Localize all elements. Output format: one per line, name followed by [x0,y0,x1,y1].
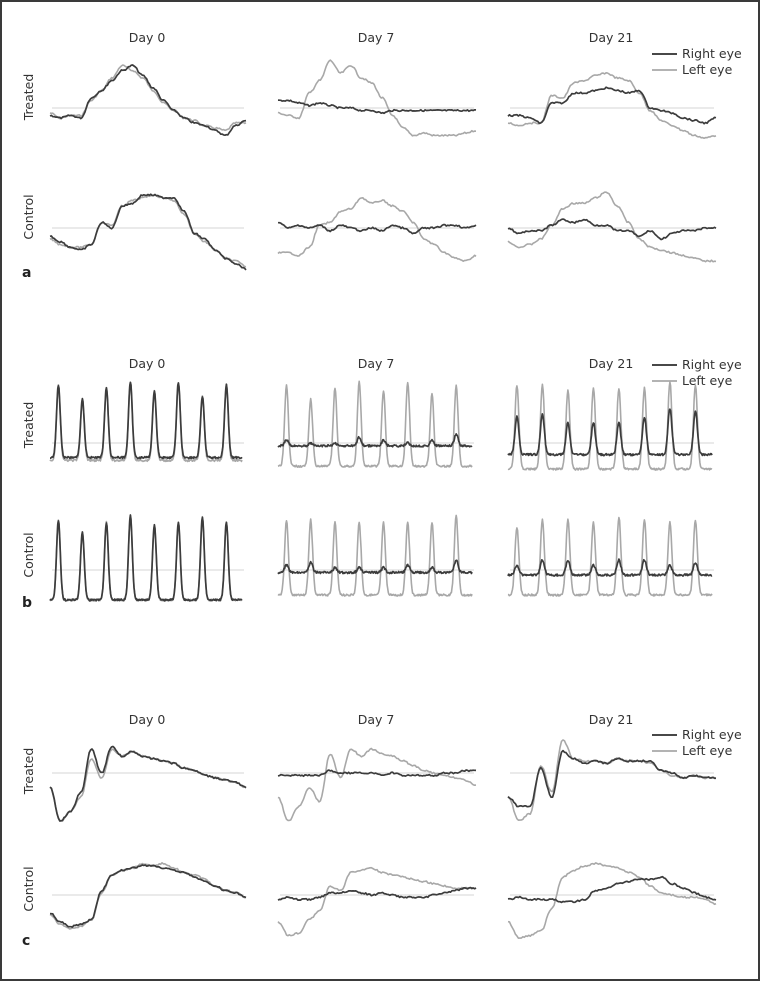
right-eye-trace-b-control-day7 [278,560,472,573]
column-title-day7: Day 7 [357,712,395,727]
left-eye-trace-c-treated-day7 [278,748,476,820]
column-title-day0: Day 0 [128,356,166,371]
row-label-treated: Treated [21,747,36,795]
row-label-control: Control [21,532,36,578]
row-label-control: Control [21,866,36,912]
row-label-control: Control [21,194,36,240]
left-eye-trace-b-treated-day21 [508,382,712,470]
legend-left-eye-label: Left eye [682,373,733,388]
right-eye-trace-b-treated-day7 [278,434,472,447]
left-eye-trace-c-control-day21 [508,863,716,938]
column-title-day21: Day 21 [588,712,634,727]
legend-left-eye-label: Left eye [682,743,733,758]
left-eye-trace-a-control-day0 [50,195,246,267]
right-eye-trace-c-control-day0 [50,865,246,927]
right-eye-trace-c-control-day21 [508,877,716,903]
right-eye-trace-b-treated-day0 [50,382,242,458]
right-eye-trace-c-treated-day0 [50,747,246,822]
legend-c [652,727,742,758]
column-title-day0: Day 0 [128,712,166,727]
right-eye-trace-a-treated-day0 [50,65,246,135]
panel-letter-a: a [22,265,32,281]
left-eye-trace-a-treated-day21 [508,73,716,138]
column-title-day7: Day 7 [357,30,395,45]
right-eye-trace-a-treated-day21 [508,87,716,124]
left-eye-trace-c-treated-day0 [50,749,246,821]
row-label-treated: Treated [21,73,36,121]
panel-c [21,712,742,949]
traces-layer [50,60,716,938]
left-eye-trace-b-control-day21 [508,518,712,597]
column-title-day7: Day 7 [357,356,395,371]
right-eye-trace-b-treated-day21 [508,409,712,455]
left-eye-trace-b-control-day7 [278,515,472,596]
panel-letter-c: c [22,933,31,949]
legend-left-eye-label: Left eye [682,62,733,77]
right-eye-trace-a-control-day21 [508,219,716,239]
row-label-treated: Treated [21,401,36,449]
legend-right-eye-label: Right eye [682,357,742,372]
right-eye-trace-c-control-day7 [278,888,476,901]
left-eye-trace-a-treated-day0 [50,65,246,130]
column-title-day0: Day 0 [128,30,166,45]
legend-right-eye-label: Right eye [682,727,742,742]
right-eye-trace-b-control-day0 [50,515,242,601]
right-eye-trace-a-control-day0 [50,194,246,270]
legend-b [652,357,742,388]
left-eye-trace-a-treated-day7 [278,60,476,136]
column-title-day21: Day 21 [588,30,634,45]
right-eye-trace-a-treated-day7 [278,100,476,113]
right-eye-trace-b-control-day21 [508,559,712,576]
left-eye-trace-c-control-day0 [50,863,246,929]
legend-a [652,46,742,77]
left-eye-trace-b-treated-day7 [278,381,472,467]
panel-letter-b: b [22,595,33,611]
column-title-day21: Day 21 [588,356,634,371]
left-eye-trace-c-control-day7 [278,868,476,936]
legend-right-eye-label: Right eye [682,46,742,61]
